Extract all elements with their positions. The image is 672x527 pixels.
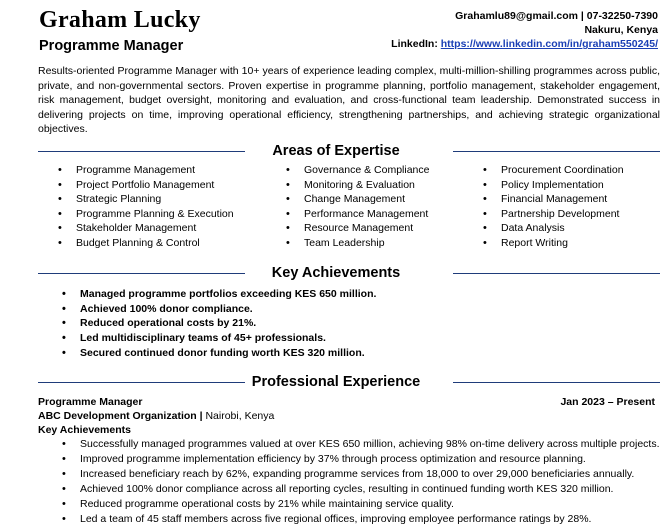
key-achievements-list bbox=[80, 287, 376, 361]
list-item: • Report Writing bbox=[501, 236, 624, 251]
job-title: Programme Manager bbox=[38, 396, 143, 408]
expertise-column-3 bbox=[501, 163, 624, 251]
list-item: • Reduced operational costs by 21%. bbox=[80, 316, 376, 331]
list-item: • Financial Management bbox=[501, 192, 624, 207]
list-item: • Programme Management bbox=[76, 163, 234, 178]
section-title: Areas of Expertise bbox=[272, 143, 400, 159]
organization-line bbox=[38, 410, 274, 422]
contact-block bbox=[391, 9, 658, 52]
job-dates: Jan 2023 – Present bbox=[560, 396, 655, 408]
list-item: • Resource Management bbox=[304, 221, 429, 236]
list-item: • Managed programme portfolios exceeding KES 650 million. bbox=[80, 287, 376, 302]
linkedin-label: LinkedIn: bbox=[391, 38, 438, 51]
list-item: • Project Portfolio Management bbox=[76, 178, 234, 193]
job-location: Nairobi, Kenya bbox=[205, 410, 275, 422]
list-item: • Change Management bbox=[304, 192, 429, 207]
list-item: • Performance Management bbox=[304, 207, 429, 222]
list-item: • Secured continued donor funding worth KES 320 million. bbox=[80, 346, 376, 361]
list-item: • Reduced programme operational costs by 21% while maintaining service quality. bbox=[80, 497, 660, 512]
list-item: • Governance & Compliance bbox=[304, 163, 429, 178]
candidate-role: Programme Manager bbox=[39, 38, 184, 54]
list-item: • Team Leadership bbox=[304, 236, 429, 251]
separator: | bbox=[196, 410, 206, 422]
list-item: • Budget Planning & Control bbox=[76, 236, 234, 251]
list-item: • Improved programme implementation efficiency by 37% through process optimization and resource planning. bbox=[80, 452, 660, 467]
list-item: • Achieved 100% donor compliance. bbox=[80, 302, 376, 317]
expertise-section-header bbox=[0, 142, 672, 160]
list-item: • Procurement Coordination bbox=[501, 163, 624, 178]
list-item: • Strategic Planning bbox=[76, 192, 234, 207]
job-subheading: Key Achievements bbox=[38, 424, 131, 436]
experience-section-header bbox=[0, 373, 672, 391]
candidate-name: Graham Lucky bbox=[39, 7, 201, 33]
list-item: • Policy Implementation bbox=[501, 178, 624, 193]
list-item: • Successfully managed programmes valued at over KES 650 million, achieving 98% on-time delivery across multiple projects. bbox=[80, 437, 660, 452]
list-item: • Data Analysis bbox=[501, 221, 624, 236]
organization-name: ABC Development Organization bbox=[38, 410, 197, 422]
list-item: • Led a team of 45 staff members across five regional offices, improving employee performance ratings by 28%. bbox=[80, 512, 660, 527]
list-item: • Partnership Development bbox=[501, 207, 624, 222]
list-item: • Achieved 100% donor compliance across all reporting cycles, resulting in continued funding worth KES 320 million. bbox=[80, 482, 660, 497]
list-item: • Increased beneficiary reach by 62%, expanding programme services from 18,000 to over 29,000 beneficiaries annually. bbox=[80, 467, 660, 482]
summary-paragraph: Results-oriented Programme Manager with 10+ years of experience leading complex, multi-million-shilling programmes across public, private, and non-governmental sectors. Proven expertise in programme planning, portfolio management, stakeholder engagement, risk management, budget oversight, monitoring and evaluation, and cross-functional team leadership. Demonstrated success in delivering projects on time, improving operational efficiency, strengthening partnerships, and achieving strategic organizational objectives. bbox=[38, 65, 660, 135]
list-item: • Programme Planning & Execution bbox=[76, 207, 234, 222]
section-title: Professional Experience bbox=[251, 374, 421, 390]
location: Nakuru, Kenya bbox=[584, 24, 658, 37]
contact-line: Grahamlu89@gmail.com | 07-32250-7390 bbox=[455, 10, 658, 22]
expertise-column-1 bbox=[76, 163, 234, 251]
list-item: • Stakeholder Management bbox=[76, 221, 234, 236]
expertise-column-2 bbox=[304, 163, 429, 251]
section-title: Key Achievements bbox=[271, 265, 401, 281]
achievements-section-header bbox=[0, 264, 672, 282]
job-achievements-list bbox=[80, 437, 660, 527]
list-item: • Monitoring & Evaluation bbox=[304, 178, 429, 193]
list-item: • Led multidisciplinary teams of 45+ professionals. bbox=[80, 331, 376, 346]
linkedin-row bbox=[391, 37, 658, 51]
linkedin-link[interactable]: https://www.linkedin.com/in/graham550245/ bbox=[440, 38, 658, 51]
